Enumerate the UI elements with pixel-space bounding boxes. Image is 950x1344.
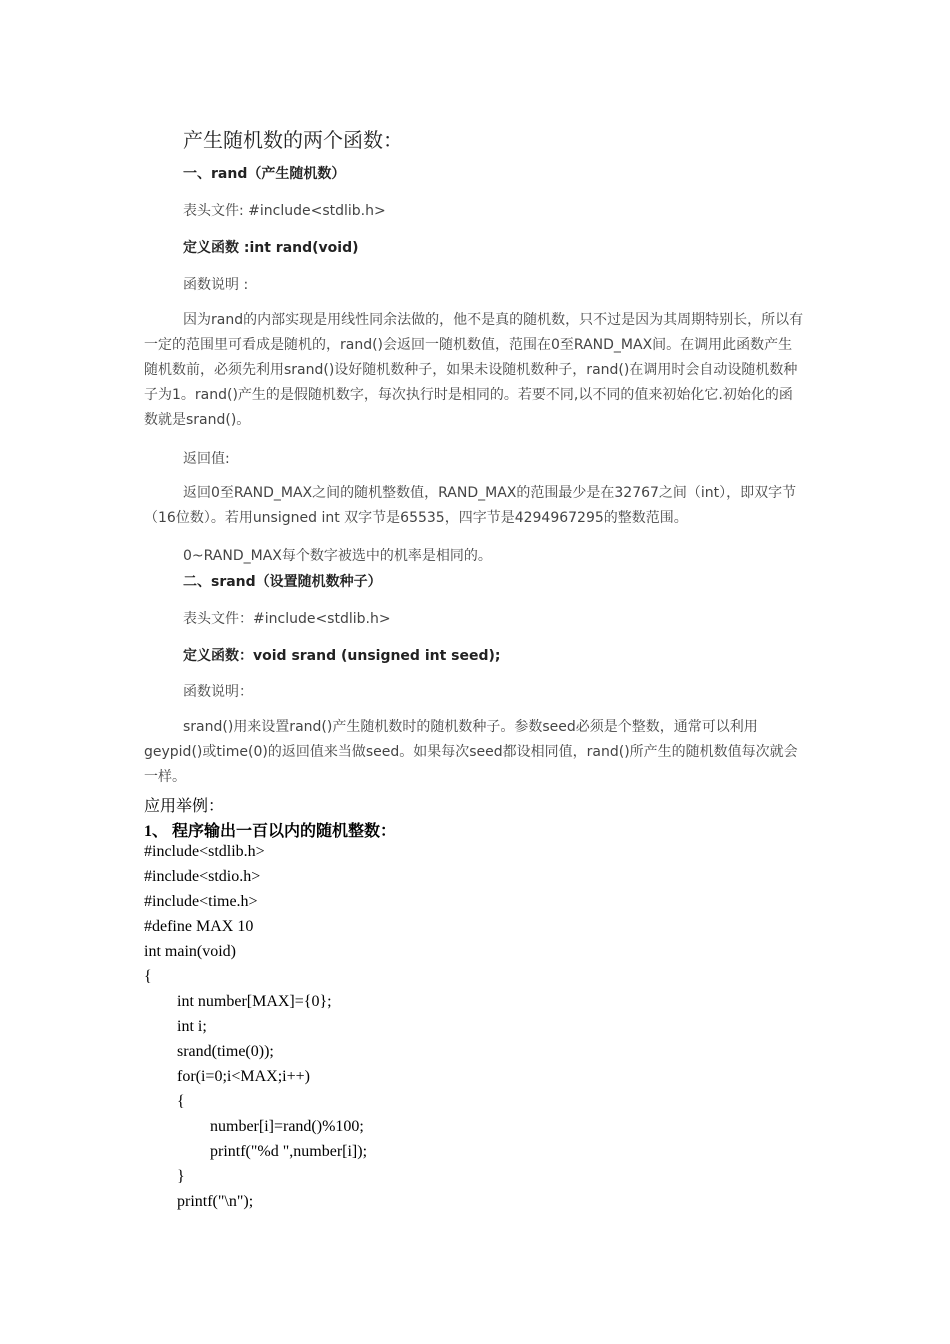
code-line: #include<time.h> <box>144 893 258 910</box>
code-line: { <box>144 968 152 985</box>
code-line: #define MAX 10 <box>144 918 254 935</box>
rand-return-label: 返回值: <box>183 451 230 467</box>
srand-description: srand()用来设置rand()产生随机数时的随机数种子。参数seed必须是个整数，通常可以利用geypid()或time(0)的返回值来当做seed。如果每次seed都设相同值，rand()所产生的随机数值每次就会一样。 <box>144 719 798 785</box>
srand-header-file: 表头文件：#include<stdlib.h> <box>183 611 391 627</box>
example-1-title: 1、 程序输出一百以内的随机整数： <box>144 823 397 840</box>
rand-heading: 一、rand（产生随机数） <box>183 166 346 182</box>
rand-description: 因为rand的内部实现是用线性同余法做的，他不是真的随机数，只不过是因为其周期特别长，所以有一定的范围里可看成是随机的，rand()会返回一随机数值，范围在0至RAND_MAX间。在调用此函数产生随机数前，必须先利用srand()设好随机数种子，如果未设随机数种子，rand()在调用时会自动设随机数种子为1。rand()产生的是假随机数字，每次执行时是相同的。若要不同,以不同的值来初始化它.初始化的函数就是srand()。 <box>144 312 804 428</box>
code-line: printf("%d ",number[i]); <box>210 1143 368 1160</box>
code-line: for(i=0;i<MAX;i++) <box>177 1068 310 1085</box>
rand-definition: 定义函数 :int rand(void) <box>183 240 359 256</box>
srand-desc-label: 函数说明： <box>183 684 253 700</box>
rand-return-description: 返回0至RAND_MAX之间的随机整数值，RAND_MAX的范围最少是在32767之间（int），即双字节（16位数）。若用unsigned int 双字节是65535，四字节是4294967295的整数范围。 <box>144 485 797 526</box>
rand-header-file: 表头文件: #include<stdlib.h> <box>183 203 386 219</box>
code-line: srand(time(0)); <box>177 1043 274 1060</box>
code-line: printf("\n"); <box>177 1193 254 1210</box>
srand-heading: 二、srand（设置随机数种子） <box>183 574 382 590</box>
code-line: #include<stdio.h> <box>144 868 261 885</box>
rand-desc-label: 函数说明 : <box>183 277 249 293</box>
code-line: number[i]=rand()%100; <box>210 1118 364 1135</box>
examples-label: 应用举例： <box>144 798 225 815</box>
code-line: #include<stdlib.h> <box>144 843 265 860</box>
code-line: int main(void) <box>144 943 236 960</box>
code-line: int i; <box>177 1018 207 1035</box>
srand-definition: 定义函数：void srand (unsigned int seed); <box>183 648 501 664</box>
code-line: { <box>177 1093 185 1110</box>
rand-probability-note: 0~RAND_MAX每个数字被选中的机率是相同的。 <box>183 548 492 564</box>
page-title: 产生随机数的两个函数： <box>183 128 403 152</box>
code-line: } <box>177 1168 185 1185</box>
code-line: int number[MAX]={0}; <box>177 993 332 1010</box>
